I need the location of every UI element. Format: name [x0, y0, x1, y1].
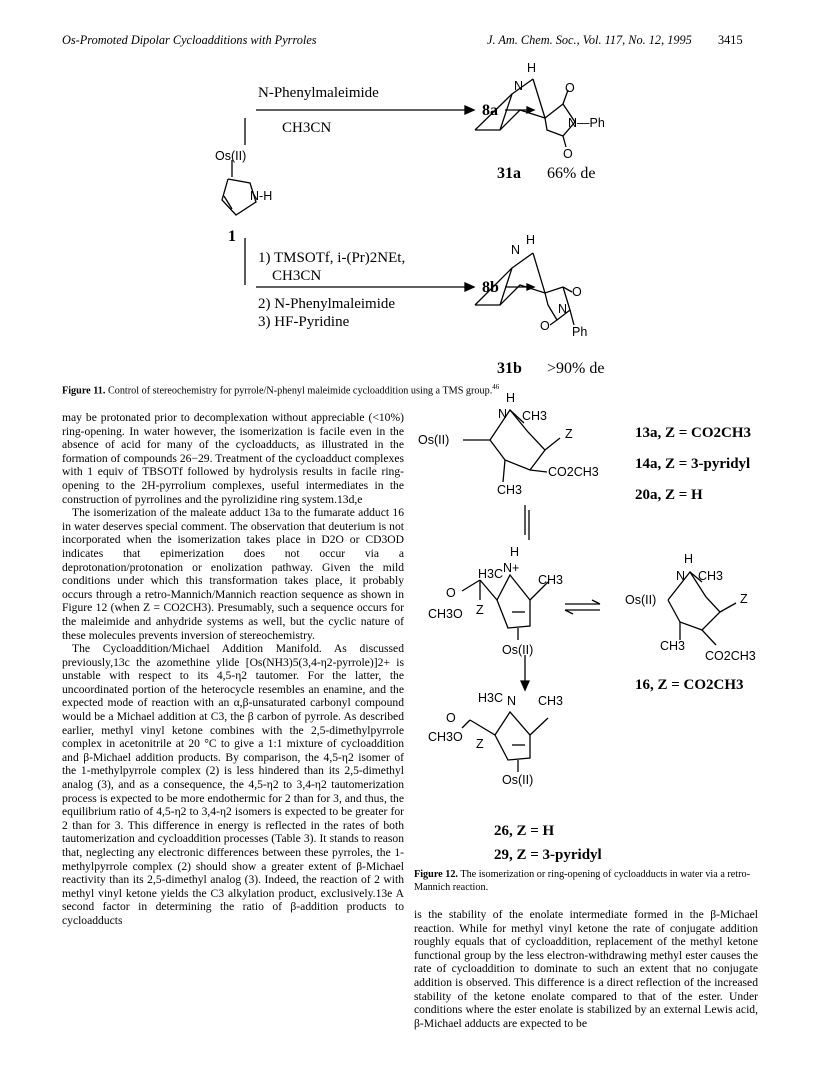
- atom-o: O: [565, 81, 575, 95]
- atom-z: Z: [565, 427, 573, 441]
- step-1: 1) TMSOTf, i-(Pr)2NEt,: [258, 250, 406, 266]
- os-label: Os(II): [418, 433, 450, 447]
- figure-12-caption: [414, 868, 759, 894]
- atom-co2ch3: CO2CH3: [548, 465, 599, 479]
- paragraph: The isomerization of the maleate adduct 13a to the fumarate adduct 16 in water deserves special comment. The observation that deuterium is not incorporated when the isomerization takes place in D2O or CD3OD indicates that epimerization does not occur via a deprotonation/protonation or enolization pathway. Given the mild conditions under which this transformation takes place, it probably occurs through a retro-Mannich/Mannich reaction sequence as shown in Figure 12 (when Z = CO2CH3). Presumably, such a sequence occurs for the maleimide and anhydride systems as well, but the cyclic nature of these molecules prevents inversion of stereochemistry.: [62, 506, 404, 642]
- atom-ch3: CH3: [538, 694, 564, 708]
- label-29: 29, Z = 3-pyridyl: [494, 847, 602, 863]
- atom-n: N: [514, 79, 524, 93]
- atom-n: N: [507, 694, 517, 708]
- selectivity-31a: 66% de: [547, 165, 596, 182]
- caption-text: The isomerization or ring-opening of cycloadducts in water via a retro-Mannich reaction.: [414, 869, 751, 893]
- caption-text: Control of stereochemistry for pyrrole/N-phenyl maleimide cycloaddition using a TMS group.: [107, 385, 493, 397]
- paragraph: may be protonated prior to decomplexation without appreciable (<10%) ring-opening. In water however, the isomerization is facile even in the absence of acid for many of the cycloadducts, as illustrated in the formation of compounds 26−29. Treatment of the cycloadduct complexes with 1 equiv of TBSOTf followed by hydrolysis results in facile ring-opening to the 2H-pyrrolium complexes, useful intermediates in the construction of pyrrolines and the pyrolizidine ring system.13d,e: [62, 411, 404, 506]
- product-31b: 31b: [497, 360, 522, 377]
- figure-11-caption: [62, 381, 762, 397]
- atom-nph: N—Ph: [568, 116, 605, 130]
- atom-ch3: CH3: [698, 569, 724, 583]
- atom-ch3o: CH3O: [428, 607, 463, 621]
- compound-1: 1: [228, 228, 236, 245]
- atom-z: Z: [476, 737, 484, 751]
- left-column: [62, 411, 404, 928]
- product-31a: 31a: [497, 165, 521, 182]
- reagent-a: N-Phenylmaleimide: [258, 85, 379, 101]
- atom-n: N: [498, 407, 508, 421]
- atom-co2ch3: CO2CH3: [705, 649, 756, 663]
- atom-h: H: [506, 391, 516, 405]
- step-1-solvent: CH3CN: [272, 268, 322, 284]
- atom-n: N: [676, 569, 686, 583]
- atom-h: H: [510, 545, 520, 559]
- solvent-a: CH3CN: [282, 120, 332, 136]
- label-16: 16, Z = CO2CH3: [635, 677, 744, 693]
- running-header-journal: J. Am. Chem. Soc., Vol. 117, No. 12, 1995: [487, 33, 692, 47]
- caption-label: Figure 12.: [414, 869, 458, 880]
- running-header-left: Os-Promoted Dipolar Cycloadditions with Pyrroles: [62, 33, 317, 47]
- paragraph: is the stability of the enolate intermediate formed in the β-Michael reaction. While for methyl vinyl ketone the rate of conjugate addition roughly equals that of cycloaddition, replacement of the methyl ketone functional group by the less electron-withdrawing methyl ester causes the rate of cycloaddition to dominate to such an extent that no conjugate addition is observed. This difference is a direct reflection of the increased stability of the ketone enolate compared to that of the ester. Under conditions where the ester enolate is stabilized by an external Lewis acid, β-Michael adducts are expected to be: [414, 908, 758, 1030]
- page-number: 3415: [718, 33, 743, 47]
- os-label: Os(II): [502, 773, 534, 787]
- atom-ph: Ph: [572, 325, 588, 339]
- paragraph: The Cycloaddition/Michael Addition Manifold. As discussed previously,13c the azomethine ylide [Os(NH3)5(3,4-η2-pyrrole)]2+ is unstable with respect to its 4,5-η2 tautomer. For the latter, the uncoordinated portion of the heterocycle resembles an enamine, and the expected mode of reaction with an α,β-unsaturated carbonyl compound would be a Michael addition at C3, the β carbon of pyrrole. As described earlier, methyl vinyl ketone combines with the 2,5-dimethylpyrrole complex in acetonitrile at 20 °C to give a 1:1 mixture of cycloaddition and β-Michael addition products. By comparison, the 4,5-η2 isomer of the 1-methylpyrrole complex (2) is less hindered than its 2,5-dimethyl analog (3), and as a consequence, the 4,5-η2 to 3,4-η2 tautomerization process is expected to be more endothermic for 2 than for 3, and thus, the equilibrium ratio of 4,5-η2 to 3,4-η2 isomers is expected to be greater for 2 than for 3. This difference in energy is reflected in the rates of both tautomerization and cycloaddition processes (Table 3). It stands to reason that, neglecting any electronic differences between these pyrroles, the 1-methylpyrrole complex (2) should show a greater extent of β-Michael reactivity than its 2,5-dimethyl analog (3). Indeed, the reaction of 2 with methyl vinyl ketone yields the C3 alkylation product, exclusively.13e A second factor in determining the ratio of β-addition products to cycloadducts: [62, 642, 404, 927]
- atom-o: O: [446, 586, 456, 600]
- atom-ch3o: CH3O: [428, 730, 463, 744]
- right-column: [414, 908, 758, 1030]
- atom-ch3: CH3: [660, 639, 686, 653]
- label-26: 26, Z = H: [494, 823, 555, 839]
- atom-ch3: CH3: [522, 409, 548, 423]
- caption-label: Figure 11.: [62, 385, 106, 397]
- label-20a: 20a, Z = H: [635, 487, 703, 503]
- atom-o: O: [572, 285, 582, 299]
- label-14a: 14a, Z = 3-pyridyl: [635, 456, 751, 472]
- atom-o: O: [446, 711, 456, 725]
- os-label: Os(II): [502, 643, 534, 657]
- atom-h: H: [526, 233, 536, 247]
- atom-h3c: H3C: [478, 691, 504, 705]
- atom-o: O: [540, 319, 550, 333]
- atom-n: N: [511, 243, 521, 257]
- atom-ch3: CH3: [538, 573, 564, 587]
- atom-ch3: CH3: [497, 483, 523, 497]
- os-label: Os(II): [625, 593, 657, 607]
- step-2: 2) N-Phenylmaleimide: [258, 296, 396, 312]
- nh-label: N-H: [250, 189, 273, 203]
- atom-nplus: N+: [503, 561, 520, 575]
- atom-z: Z: [476, 603, 484, 617]
- intermediate-8a: 8a: [482, 102, 498, 119]
- atom-h3c: H3C: [478, 567, 504, 581]
- atom-h: H: [684, 552, 694, 566]
- atom-z: Z: [740, 592, 748, 606]
- os-label: Os(II): [215, 149, 247, 163]
- atom-n: N: [558, 302, 568, 316]
- selectivity-31b: >90% de: [547, 360, 605, 377]
- step-3: 3) HF-Pyridine: [258, 314, 350, 330]
- atom-h: H: [527, 61, 537, 75]
- caption-ref: 46: [492, 383, 500, 391]
- intermediate-8b: 8b: [482, 279, 499, 296]
- label-13a: 13a, Z = CO2CH3: [635, 425, 752, 441]
- atom-o: O: [563, 147, 573, 161]
